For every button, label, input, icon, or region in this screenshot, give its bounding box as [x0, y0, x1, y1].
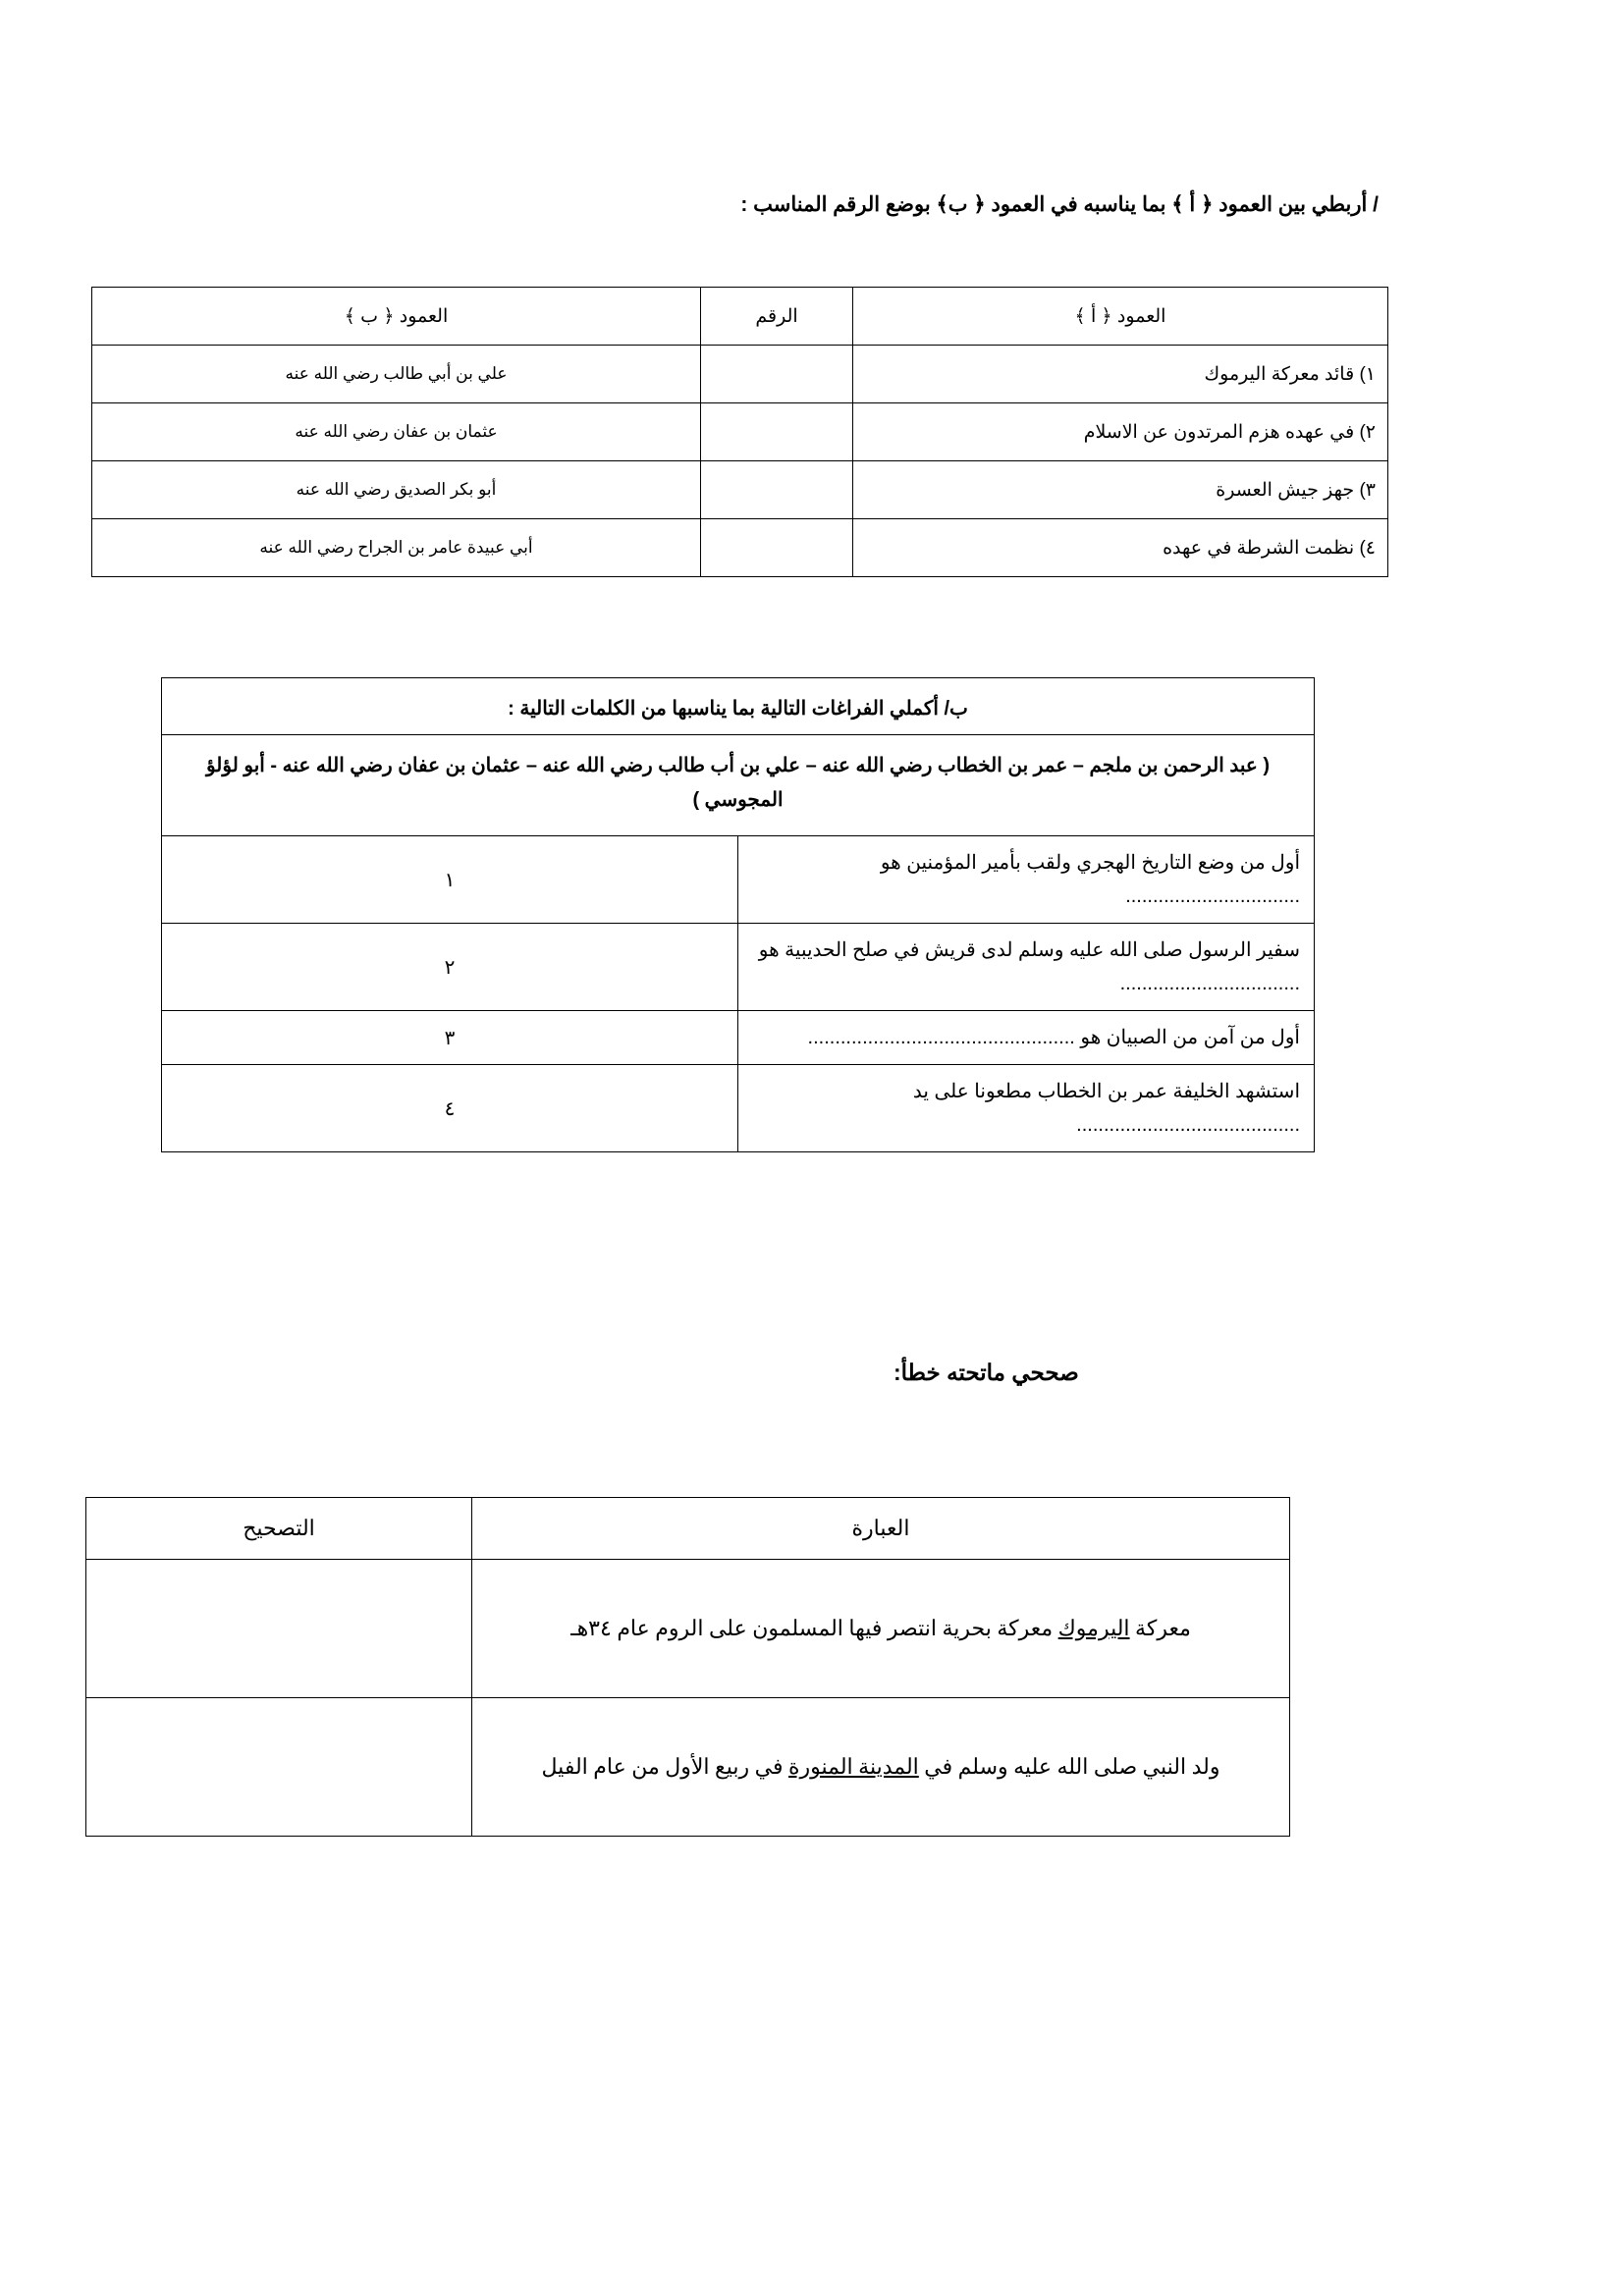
match-answer-4[interactable] [701, 519, 853, 577]
fill-question-4[interactable]: استشهد الخليفة عمر بن الخطاب مطعونا على يد ......................................... [738, 1065, 1315, 1152]
fill-question-1[interactable]: أول من وضع التاريخ الهجري ولقب بأمير المؤمنين هو ................................ [738, 836, 1315, 924]
fill-number-2: ٢ [162, 924, 738, 1011]
fill-in-blanks-table [161, 677, 1315, 1152]
table-row [86, 1698, 1290, 1837]
header-column-b: العمود ﴿ ب ﴾ [92, 288, 701, 346]
table-row [162, 924, 1315, 1011]
statement-2 [472, 1698, 1290, 1837]
match-item-b-2: عثمان بن عفان رضي الله عنه [92, 403, 701, 461]
table-row [92, 403, 1388, 461]
match-item-b-4: أبي عبيدة عامر بن الجراح رضي الله عنه [92, 519, 701, 577]
fill-number-3: ٣ [162, 1011, 738, 1065]
fill-wordbank-row [162, 735, 1315, 836]
table-header-row [86, 1498, 1290, 1560]
match-answer-3[interactable] [701, 461, 853, 519]
statement-1-underlined: اليرموك [1057, 1615, 1130, 1640]
table-row [92, 461, 1388, 519]
correction-answer-1[interactable] [86, 1560, 472, 1698]
table-row [92, 346, 1388, 403]
match-answer-2[interactable] [701, 403, 853, 461]
table-header-row [92, 288, 1388, 346]
table-row [162, 1011, 1315, 1065]
header-column-number: الرقم [701, 288, 853, 346]
statement-2-underlined: المدينة المنورة [787, 1753, 919, 1779]
statement-1 [472, 1560, 1290, 1698]
match-item-a-3: ٣) جهز جيش العسرة [853, 461, 1388, 519]
header-column-a: العمود ﴿ أ ﴾ [853, 288, 1388, 346]
question-2-title: ب/ أكملي الفراغات التالية بما يناسبها من الكلمات التالية : [162, 678, 1315, 735]
correction-table [85, 1497, 1290, 1837]
fill-number-1: ١ [162, 836, 738, 924]
match-item-b-3: أبو بكر الصديق رضي الله عنه [92, 461, 701, 519]
matching-table [91, 287, 1388, 577]
question-3-heading: صححي ماتحته خطأ: [893, 1360, 1079, 1385]
statement-1-before: معركة [1129, 1615, 1191, 1640]
match-item-a-1: ١) قائد معركة اليرموك [853, 346, 1388, 403]
match-answer-1[interactable] [701, 346, 853, 403]
fill-question-3[interactable]: أول من آمن من الصبيان هو ................................................. [738, 1011, 1315, 1065]
table-row [162, 836, 1315, 924]
correction-answer-2[interactable] [86, 1698, 472, 1837]
statement-2-before: ولد النبي صلى الله عليه وسلم في [918, 1753, 1220, 1779]
statement-1-after: معركة بحرية انتصر فيها المسلمون على الروم عام ٣٤هـ [570, 1615, 1058, 1640]
table-row [92, 519, 1388, 577]
fill-question-2[interactable]: سفير الرسول صلى الله عليه وسلم لدى قريش في صلح الحديبية هو ................................. [738, 924, 1315, 1011]
fill-title-row [162, 678, 1315, 735]
header-correction: التصحيح [86, 1498, 472, 1560]
match-item-a-4: ٤) نظمت الشرطة في عهده [853, 519, 1388, 577]
table-row [162, 1065, 1315, 1152]
question-1-heading: / أربطي بين العمود ﴿ أ ﴾ بما يناسبه في العمود ﴿ ب﴾ بوضع الرقم المناسب : [740, 193, 1379, 216]
header-statement: العبارة [472, 1498, 1290, 1560]
statement-2-after: في ربيع الأول من عام الفيل [541, 1753, 788, 1779]
match-item-b-1: علي بن أبي طالب رضي الله عنه [92, 346, 701, 403]
match-item-a-2: ٢) في عهده هزم المرتدون عن الاسلام [853, 403, 1388, 461]
table-row [86, 1560, 1290, 1698]
fill-number-4: ٤ [162, 1065, 738, 1152]
word-bank: ( عبد الرحمن بن ملجم – عمر بن الخطاب رضي الله عنه – علي بن أب طالب رضي الله عنه – عثمان بن عفان رضي الله عنه - أبو لؤلؤ المجوسي ) [162, 735, 1315, 836]
